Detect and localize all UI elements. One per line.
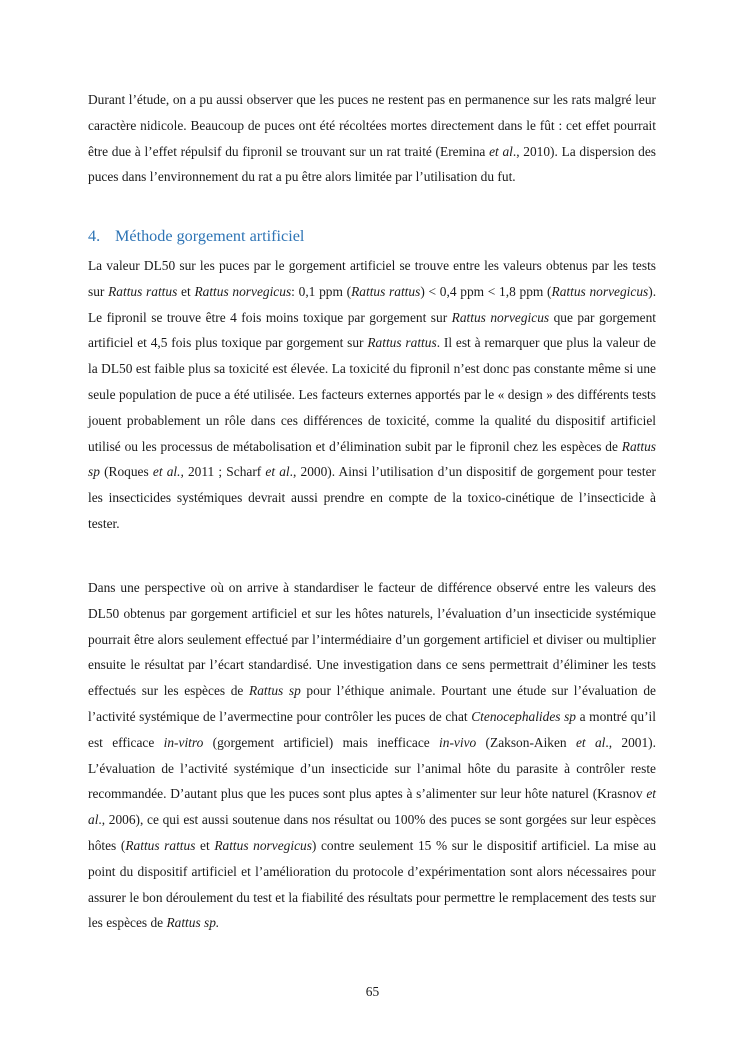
section-heading [88,224,304,248]
text-run: et [195,837,215,853]
italic-text: Rattus sp [88,438,656,480]
text-run: : 0,1 ppm ( [291,283,352,299]
italic-text: in-vitro [163,734,204,750]
text-run: pour l’éthique animale. Pourtant une étude sur l’évaluation de l’activité systémique de l’avermectine pour contrôler les puces de chat [88,683,656,724]
section-title: Méthode gorgement artificiel [115,227,305,245]
text-run: ) < 0,4 ppm < 1,8 ppm ( [420,283,552,299]
italic-text: Rattus rattus [351,283,421,299]
text-run: que par gorgement artificiel et 4,5 fois plus toxique par gorgement sur [88,309,657,351]
italic-text: Ctenocephalides sp [471,708,577,724]
paragraph-3 [88,575,656,936]
text-run: ., 2006), ce qui est aussi soutenue dans nos résultat ou 100% des puces se sont gorgées sur leur espèces hôtes ( [88,812,656,853]
italic-text: Rattus rattus [108,283,178,299]
italic-text: et al [265,464,290,480]
text-run: (Roques [99,464,153,480]
text-run: (Zakson-Aiken [476,734,576,750]
text-run: ., 2000). Ainsi l’utilisation d’un dispositif de gorgement pour tester les insecticides systémiques devrait aussi prendre en compte de la toxico-cinétique de l’insecticide à tester. [88,464,656,531]
text-run: ) contre seulement 15 % sur le dispositif artificiel. La mise au point du dispositif artificiel et l’amélioration du protocole d’expérimentation sont alors nécessaires pour assurer le bon déroulement du test et la fiabilité des résultats pour permettre le remplacement des tests sur les espèces de [88,837,657,931]
text-run: Dans une perspective où on arrive à standardiser le facteur de différence observé entre les valeurs des DL50 obtenus par gorgement artificiel et sur les hôtes naturels, l’évaluation d’un insecticide systémique pourrait être alors seulement effectué par l’intermédiaire d’un gorgement artificiel et diviser ou multiplier ensuite le résultat par l’écart standardisé. Une investigation dans ce sens permettrait d’éliminer les tests effectués sur les espèces de [88,580,656,699]
italic-text: et al [575,734,606,750]
italic-text: Rattus rattus [367,335,437,351]
paragraph-1 [88,87,656,190]
text-run: a montré qu’il est efficace [88,708,656,750]
page-number: 65 [365,984,380,999]
italic-text: Rattus sp [249,683,301,699]
italic-text: Rattus norvegicus [214,837,312,853]
text-run: ). Le fipronil se trouve être 4 fois moins toxique par gorgement sur [88,283,657,325]
text-run: . Il est à remarquer que plus la valeur de la DL50 est faible plus sa toxicité est élevée. La toxicité du fipronil n’est donc pas constante même si une seule population de puce a été utilisée. Les facteurs externes apportés par le « design » des différents tests jouent probablement un rôle dans ces différences de toxicité, comme la qualité du dispositif artificiel utilisé ou les processus de métabolisation et d’élimination subit par le fipronil chez les espèces de [88,335,657,454]
italic-text: Rattus norvegicus [551,283,649,299]
italic-text: et al [489,143,513,159]
italic-text: Rattus norvegicus [194,283,292,299]
section-number: 4. [88,227,101,245]
text-run: Durant l’étude, on a pu aussi observer que les puces ne restent pas en permanence sur les rats malgré leur caractère nidicole. Beaucoup de puces ont été récoltées mortes directement dans le fût : cet effet pourrait être due à l’effet répulsif du fipronil se trouvant sur un rat traité (Eremina [88,92,656,159]
italic-text: Rattus rattus [125,837,196,853]
text-run: ., 2010). La dispersion des puces dans l’environnement du rat a pu être alors limitée par l’utilisation du fut. [88,143,656,185]
text-run: ., 2001). L’évaluation de l’activité systémique d’un insecticide sur l’animal hôte du parasite à contrôler reste recommandée. D’autant plus que les puces sont plus aptes à s’alimenter sur leur hôte naturel (Krasnov [88,734,656,802]
italic-text: Rattus sp. [166,915,220,931]
text-run: et [177,283,195,299]
italic-text: et al., [152,464,184,480]
text-run: La valeur DL50 sur les puces par le gorgement artificiel se trouve entre les valeurs obtenus par les tests sur [88,258,656,299]
text-run: 2011 ; Scharf [183,464,266,480]
italic-text: et al [88,786,656,828]
paragraph-2 [88,253,656,537]
italic-text: in-vivo [439,734,477,750]
italic-text: Rattus norvegicus [451,309,550,325]
text-run: (gorgement artificiel) mais inefficace [203,734,440,750]
